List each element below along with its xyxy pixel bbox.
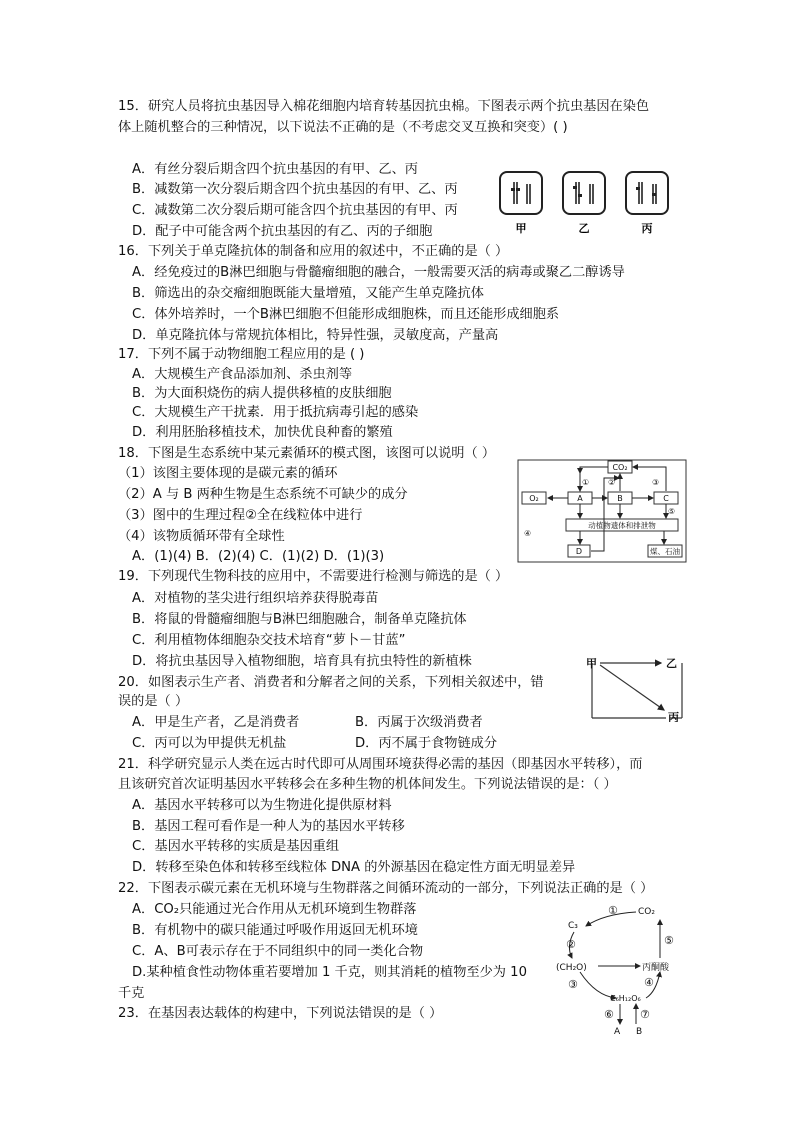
q15-chromosome-figure [494, 166, 684, 238]
label-yi: 乙 [578, 222, 590, 235]
node-d: D [575, 547, 583, 556]
node-glucose: C₆H₁₂O₆ [610, 994, 641, 1003]
label-bing: 丙 [641, 222, 653, 235]
step-5: ⑤ [664, 934, 674, 947]
q15-option-a: A．有丝分裂后期含四个抗虫基因的有甲、乙、丙 [132, 162, 418, 177]
q22-option-d: D.某种植食性动物体重若要增加 1 千克，则其消耗的植物至少为 10 [132, 965, 527, 980]
node-b: B [636, 1027, 643, 1034]
node-remains: 动植物遗体和排泄物 [588, 521, 656, 530]
q22-carbon-flow-diagram [556, 900, 696, 1034]
node-coal: 煤、石油 [650, 547, 680, 556]
q20-relationship-diagram [586, 654, 690, 722]
process-4: ④ [524, 529, 532, 538]
q15-stem-line1: 15．研究人员将抗虫基因导入棉花细胞内培育转基因抗虫棉。下图表示两个抗虫基因在染色 [118, 99, 650, 114]
q18-options: A．(1)(4) B．(2)(4) C．(1)(2) D．(1)(3) [132, 549, 385, 564]
q17-option-b: B．为大面积烧伤的病人提供移植的皮肤细胞 [132, 386, 392, 401]
q17-option-a: A．大规模生产食品添加剂、杀虫剂等 [132, 367, 353, 382]
q18-statement-1: （1）该图主要体现的是碳元素的循环 [118, 466, 338, 481]
q17-option-d: D．利用胚胎移植技术，加快优良种畜的繁殖 [132, 425, 393, 440]
q15-option-b: B．减数第一次分裂后期含四个抗虫基因的有甲、乙、丙 [132, 182, 458, 197]
node-a: A [614, 1027, 621, 1034]
q22-stem: 22．下图表示碳元素在无机环境与生物群落之间循环流动的一部分，下列说法正确的是（ ） [118, 881, 654, 896]
q16-stem: 16．下列关于单克隆抗体的制备和应用的叙述中，不正确的是（ ） [118, 244, 509, 259]
process-1: ① [582, 478, 590, 487]
q21-stem-line1: 21．科学研究显示人类在远古时代即可从周围环境获得必需的基因（即基因水平转移），而 [118, 757, 643, 772]
process-2: ② [608, 478, 616, 487]
q21-option-c: C．基因水平转移的实质是基因重组 [132, 839, 340, 854]
step-7: ⑦ [640, 1008, 650, 1021]
q19-option-d: D．将抗虫基因导入植物细胞，培育具有抗虫特性的新植株 [132, 654, 472, 669]
node-co2: CO₂ [638, 907, 655, 917]
cell-jia [500, 172, 542, 214]
step-1: ① [608, 904, 618, 917]
q22-option-a: A．CO₂只能通过光合作用从无机环境到生物群落 [132, 902, 417, 917]
node-o2: O₂ [529, 494, 539, 503]
q16-option-d: D．单克隆抗体与常规抗体相比，特异性强，灵敏度高，产量高 [132, 328, 499, 343]
cell-bing [626, 172, 668, 214]
node-yi: 乙 [666, 657, 677, 670]
q20-option-d: D．丙不属于食物链成分 [355, 736, 498, 751]
q17-stem: 17．下列不属于动物细胞工程应用的是 ( ) [118, 347, 365, 362]
q15-option-c: C．减数第二次分裂后期可能含四个抗虫基因的有甲、丙 [132, 203, 458, 218]
q18-carbon-cycle-diagram [516, 458, 688, 564]
q21-option-d: D．转移至染色体和转移至线粒体 DNA 的外源基因在稳定性方面无明显差异 [132, 860, 576, 875]
node-jia: 甲 [586, 657, 597, 670]
node-a: A [577, 494, 583, 503]
q18-statement-2: （2）A 与 B 两种生物是生态系统不可缺少的成分 [118, 487, 408, 502]
q18-stem: 18．下图是生态系统中某元素循环的模式图，该图可以说明（ ） [118, 446, 496, 461]
q18-statement-4: （4）该物质循环带有全球性 [118, 529, 285, 544]
q20-option-b: B．丙属于次级消费者 [355, 715, 483, 730]
q22-option-c: C．A、B可表示存在于不同组织中的同一类化合物 [132, 944, 424, 959]
q19-option-a: A．对植物的茎尖进行组织培养获得脱毒苗 [132, 591, 379, 606]
q16-option-c: C．体外培养时，一个B淋巴细胞不但能形成细胞株，而且还能形成细胞系 [132, 307, 560, 322]
q17-option-c: C．大规模生产干扰素．用于抵抗病毒引起的感染 [132, 405, 419, 420]
q15-stem-line2: 体上随机整合的三种情况，以下说法不正确的是（不考虑交叉互换和突变）( ) [118, 120, 568, 135]
node-c3: C₃ [568, 921, 578, 931]
node-pyruvate: 丙酮酸 [642, 963, 670, 973]
q21-option-a: A．基因水平转移可以为生物进化提供原材料 [132, 798, 392, 813]
step-6: ⑥ [604, 1008, 614, 1021]
q21-option-b: B．基因工程可看作是一种人为的基因水平转移 [132, 819, 405, 834]
node-c: C [663, 494, 669, 503]
node-bing: 丙 [668, 711, 679, 722]
q20-option-c: C．丙可以为甲提供无机盐 [132, 736, 287, 751]
step-3: ③ [568, 978, 578, 991]
q20-stem-line1: 20．如图表示生产者、消费者和分解者之间的关系，下列相关叙述中，错 [118, 675, 544, 690]
q15-option-d: D．配子中可能含两个抗虫基因的有乙、丙的子细胞 [132, 224, 433, 239]
label-jia: 甲 [515, 222, 527, 235]
q20-stem-line2: 误的是（ ） [118, 694, 189, 709]
node-co2: CO₂ [612, 463, 628, 472]
node-b: B [617, 494, 623, 503]
q19-option-c: C．利用植物体细胞杂交技术培育“萝卜－甘蓝” [132, 633, 406, 648]
q19-option-b: B．将鼠的骨髓瘤细胞与B淋巴细胞融合，制备单克隆抗体 [132, 612, 467, 627]
q16-option-a: A．经免疫过的B淋巴细胞与骨髓瘤细胞的融合，一般需要灭活的病毒或聚乙二醇诱导 [132, 265, 625, 280]
q19-stem: 19．下列现代生物科技的应用中，不需要进行检测与筛选的是（ ） [118, 569, 509, 584]
step-4: ④ [644, 976, 654, 989]
q22-option-d-cont: 千克 [118, 986, 145, 1001]
process-3: ③ [652, 478, 660, 487]
q16-option-b: B．筛选出的杂交瘤细胞既能大量增殖，又能产生单克隆抗体 [132, 286, 484, 301]
q21-stem-line2: 且该研究首次证明基因水平转移会在多种生物的机体间发生。下列说法错误的是：（ ） [118, 777, 617, 792]
step-2: ② [566, 938, 576, 951]
q23-stem: 23．在基因表达载体的构建中，下列说法错误的是（ ） [118, 1006, 443, 1021]
q18-statement-3: （3）图中的生理过程②全在线粒体中进行 [118, 508, 363, 523]
q22-option-b: B．有机物中的碳只能通过呼吸作用返回无机环境 [132, 923, 418, 938]
cell-yi [563, 172, 605, 214]
node-ch2o: (CH₂O) [556, 963, 587, 973]
q20-option-a: A．甲是生产者，乙是消费者 [132, 715, 300, 730]
process-5: ⑤ [668, 507, 676, 516]
